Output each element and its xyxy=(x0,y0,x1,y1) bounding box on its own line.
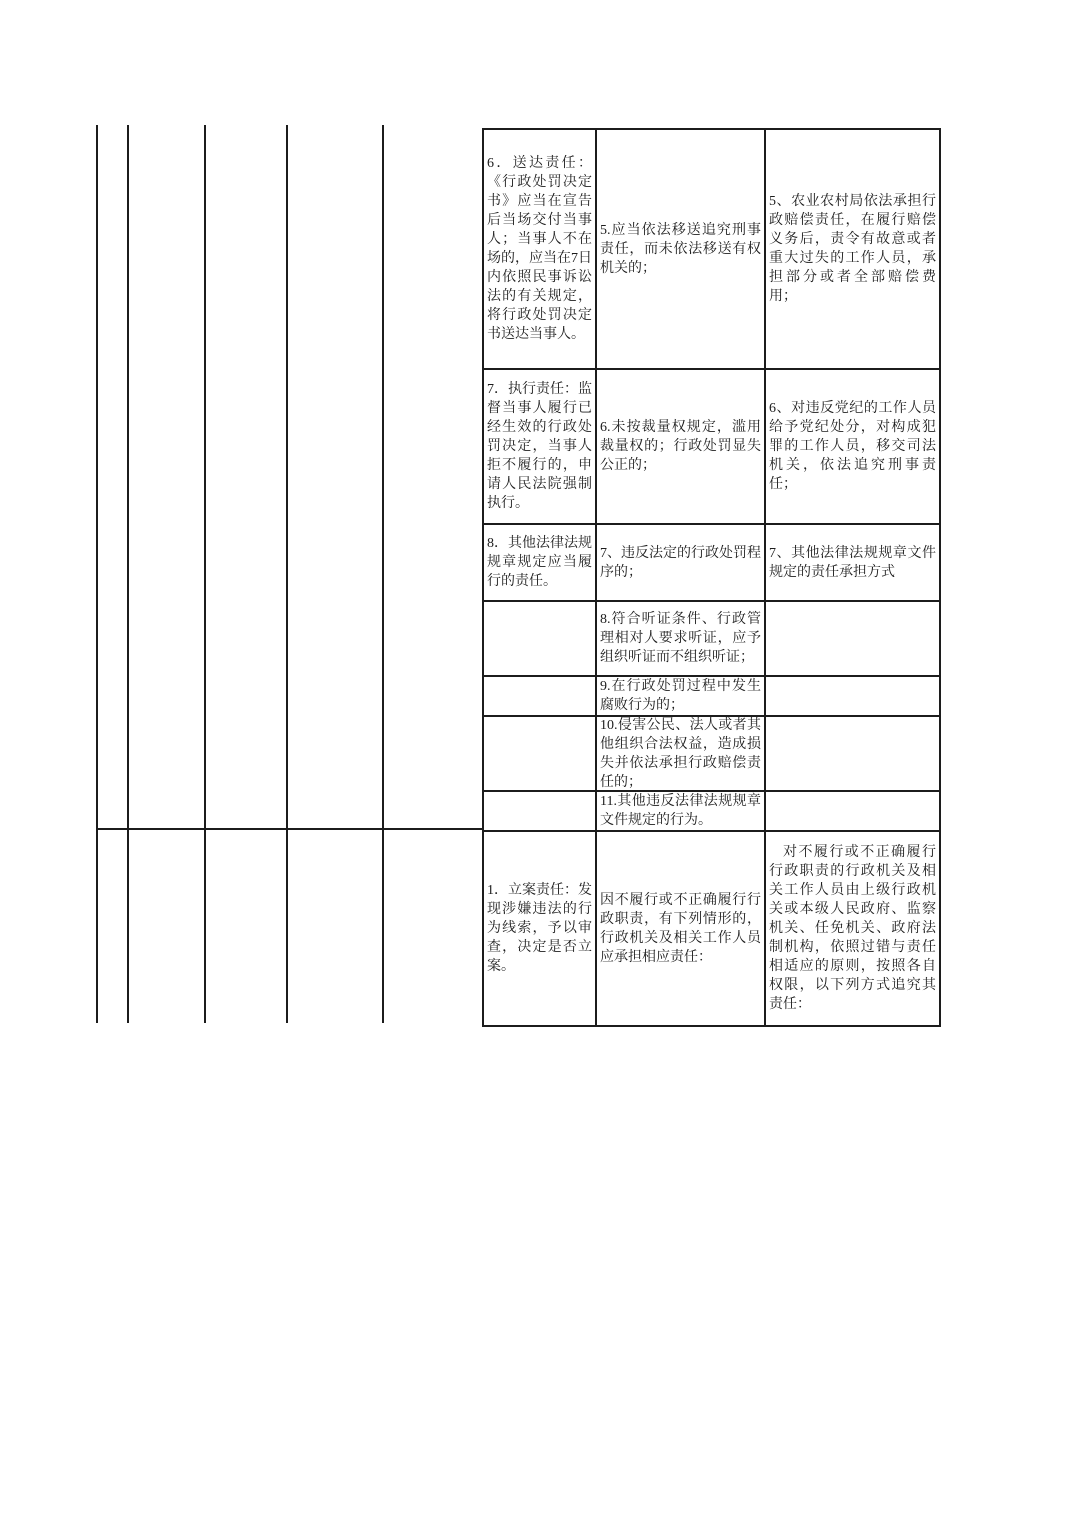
cell-r1-method xyxy=(766,130,939,370)
cell-text: 7．执行责任：监督当事人履行已经生效的行政处罚决定，当事人拒不履行的，申请人民法院强制执行。 xyxy=(487,382,592,511)
cell-text: 11.其他违反法律法规规章文件规定的行为。 xyxy=(600,794,761,828)
cell-r4-method-empty xyxy=(766,602,939,677)
cell-text: 5、农业农村局依法承担行政赔偿责任，在履行赔偿义务后，责令有故意或者重大过失的工作人员，承担部分或者全部赔偿费用； xyxy=(769,194,936,304)
cell-r8-method xyxy=(766,832,939,1025)
cell-r4-situation xyxy=(597,602,766,677)
cell-r8-duty xyxy=(484,832,597,1025)
cell-r6-method-empty xyxy=(766,717,939,792)
cell-r3-method xyxy=(766,525,939,602)
cell-text: 7、违反法定的行政处罚程序的； xyxy=(600,545,761,580)
table-column-divider xyxy=(127,125,129,1023)
cell-text: 7、其他法律法规规章文件规定的责任承担方式 xyxy=(769,545,936,580)
table-column-divider xyxy=(382,125,384,1023)
cell-text: 对不履行或不正确履行行政职责的行政机关及相关工作人员由上级行政机关或本级人民政府、监察机关、任免机关、政府法制机构，依照过错与责任相适应的原则，按照各自权限，以下列方式追究其责任： xyxy=(769,845,936,1012)
cell-r4-duty-empty xyxy=(484,602,597,677)
cell-r5-duty-empty xyxy=(484,677,597,717)
cell-r7-method-empty xyxy=(766,792,939,832)
cell-r2-duty xyxy=(484,370,597,525)
cell-r3-duty xyxy=(484,525,597,602)
cell-text: 10.侵害公民、法人或者其他组织合法权益，造成损失并依法承担行政赔偿责任的； xyxy=(600,717,761,790)
cell-r8-situation xyxy=(597,832,766,1025)
cell-text: 8.符合听证条件、行政管理相对人要求听证，应予组织听证而不组织听证； xyxy=(600,612,761,665)
cell-text: 5.应当依法移送追究刑事责任，而未依法移送有权机关的； xyxy=(600,222,761,276)
cell-r5-situation xyxy=(597,677,766,717)
cell-r2-situation xyxy=(597,370,766,525)
cell-text: 1．立案责任：发现涉嫌违法的行为线索，予以审查，决定是否立案。 xyxy=(487,883,592,974)
cell-text: 9.在行政处罚过程中发生腐败行为的； xyxy=(600,679,761,713)
cell-r6-situation xyxy=(597,717,766,792)
cell-r6-duty-empty xyxy=(484,717,597,792)
cell-text: 6、对违反党纪的工作人员给予党纪处分，对构成犯罪的工作人员，移交司法机关，依法追究刑事责任； xyxy=(769,401,936,492)
cell-r7-duty-empty xyxy=(484,792,597,832)
table-column-divider xyxy=(286,125,288,1023)
cell-r3-situation xyxy=(597,525,766,602)
cell-text: 因不履行或不正确履行行政职责，有下列情形的，行政机关及相关工作人员应承担相应责任： xyxy=(600,892,761,965)
table-column-divider xyxy=(204,125,206,1023)
cell-r1-situation xyxy=(597,130,766,370)
cell-r1-duty xyxy=(484,130,597,370)
cell-r2-method xyxy=(766,370,939,525)
cell-r7-situation xyxy=(597,792,766,832)
cell-text: 8．其他法律法规规章规定应当履行的责任。 xyxy=(487,536,592,589)
table-row-divider xyxy=(96,828,484,830)
cell-r5-method-empty xyxy=(766,677,939,717)
table-column-divider xyxy=(96,125,98,1023)
cell-text: 6．送达责任：《行政处罚决定书》应当在宣告后当场交付当事人；当事人不在场的，应当在7日内依照民事诉讼法的有关规定，将行政处罚决定书送达当事人。 xyxy=(487,156,592,342)
cell-text: 6.未按裁量权规定，滥用裁量权的；行政处罚显失公正的； xyxy=(600,420,761,473)
responsibility-table xyxy=(482,128,941,1027)
